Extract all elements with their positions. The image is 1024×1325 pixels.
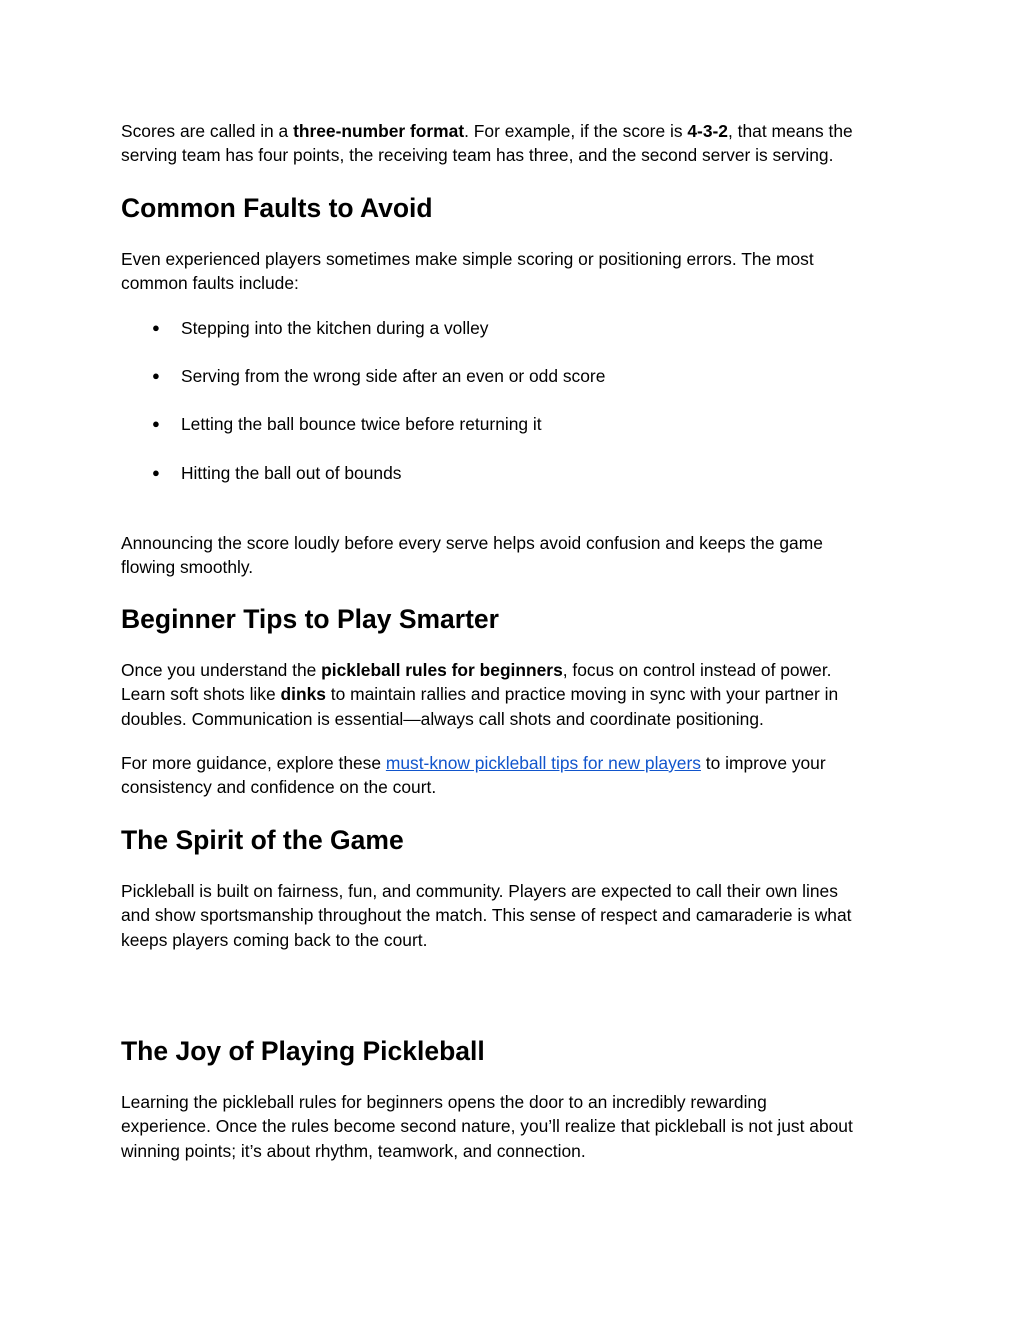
text-line: experience. Once the rules become second nature, you’ll realize that pickleball is not just about — [121, 1116, 853, 1137]
text-line: keeps players coming back to the court. — [121, 929, 428, 950]
heading-beginner-tips: Beginner Tips to Play Smarter — [121, 604, 499, 634]
text: to improve your — [700, 753, 826, 773]
text-line: common faults include: — [121, 273, 299, 294]
text: . For example, if the score is — [464, 121, 688, 141]
paragraph-announce — [121, 531, 823, 580]
paragraph-spirit — [121, 879, 851, 952]
paragraph-joy — [121, 1090, 853, 1163]
bold-text: 4-3-2 — [687, 121, 728, 141]
text: Scores are called in a — [121, 121, 294, 141]
heading-joy: The Joy of Playing Pickleball — [121, 1036, 485, 1066]
text-line: Even experienced players sometimes make simple scoring or positioning errors. The most — [121, 249, 814, 269]
text-line: serving team has four points, the receiving team has three, and the second server is serving. — [121, 145, 834, 166]
bullet-icon: ● — [152, 368, 160, 383]
text-line: winning points; it’s about rhythm, teamwork, and connection. — [121, 1140, 586, 1161]
heading-spirit: The Spirit of the Game — [121, 825, 404, 855]
text: For more guidance, explore these — [121, 753, 386, 773]
text: to maintain rallies and practice moving in sync with your partner in — [325, 684, 839, 705]
text-line: flowing smoothly. — [121, 557, 254, 578]
paragraph-guidance — [121, 751, 826, 800]
text-line: and show sportsmanship throughout the match. This sense of respect and camaraderie is what — [121, 905, 852, 926]
paragraph-score-format — [121, 119, 853, 168]
paragraph-tips — [121, 658, 838, 731]
text-line: Pickleball is built on fairness, fun, and community. Players are expected to call their own lines — [121, 881, 838, 901]
text-line: Learning the pickleball rules for beginners opens the door to an incredibly rewarding — [121, 1092, 767, 1112]
list-item-text: Serving from the wrong side after an even or odd score — [181, 366, 606, 386]
bullet-icon: ● — [152, 416, 160, 431]
paragraph-faults-intro — [121, 247, 814, 296]
list-item-text: Hitting the ball out of bounds — [181, 463, 402, 483]
text: Once you understand the — [121, 660, 322, 680]
text: Learn soft shots like — [121, 684, 281, 705]
heading-common-faults: Common Faults to Avoid — [121, 193, 433, 223]
list-item-text: Stepping into the kitchen during a volley — [181, 318, 489, 338]
text-line: consistency and confidence on the court. — [121, 777, 437, 798]
bullet-icon: ● — [152, 465, 160, 480]
tips-link[interactable]: must-know pickleball tips for new players — [385, 753, 701, 773]
bold-text: dinks — [280, 684, 326, 705]
text: , focus on control instead of power. — [562, 660, 832, 680]
list-item-text: Letting the ball bounce twice before returning it — [181, 414, 542, 434]
bullet-icon: ● — [152, 320, 160, 335]
bold-text: pickleball rules for beginners — [321, 660, 563, 680]
text: , that means the — [727, 121, 853, 141]
bold-text: three-number format — [293, 121, 465, 141]
text-line: Announcing the score loudly before every serve helps avoid confusion and keeps the game — [121, 533, 823, 553]
text-line: doubles. Communication is essential—always call shots and coordinate positioning. — [121, 708, 764, 729]
